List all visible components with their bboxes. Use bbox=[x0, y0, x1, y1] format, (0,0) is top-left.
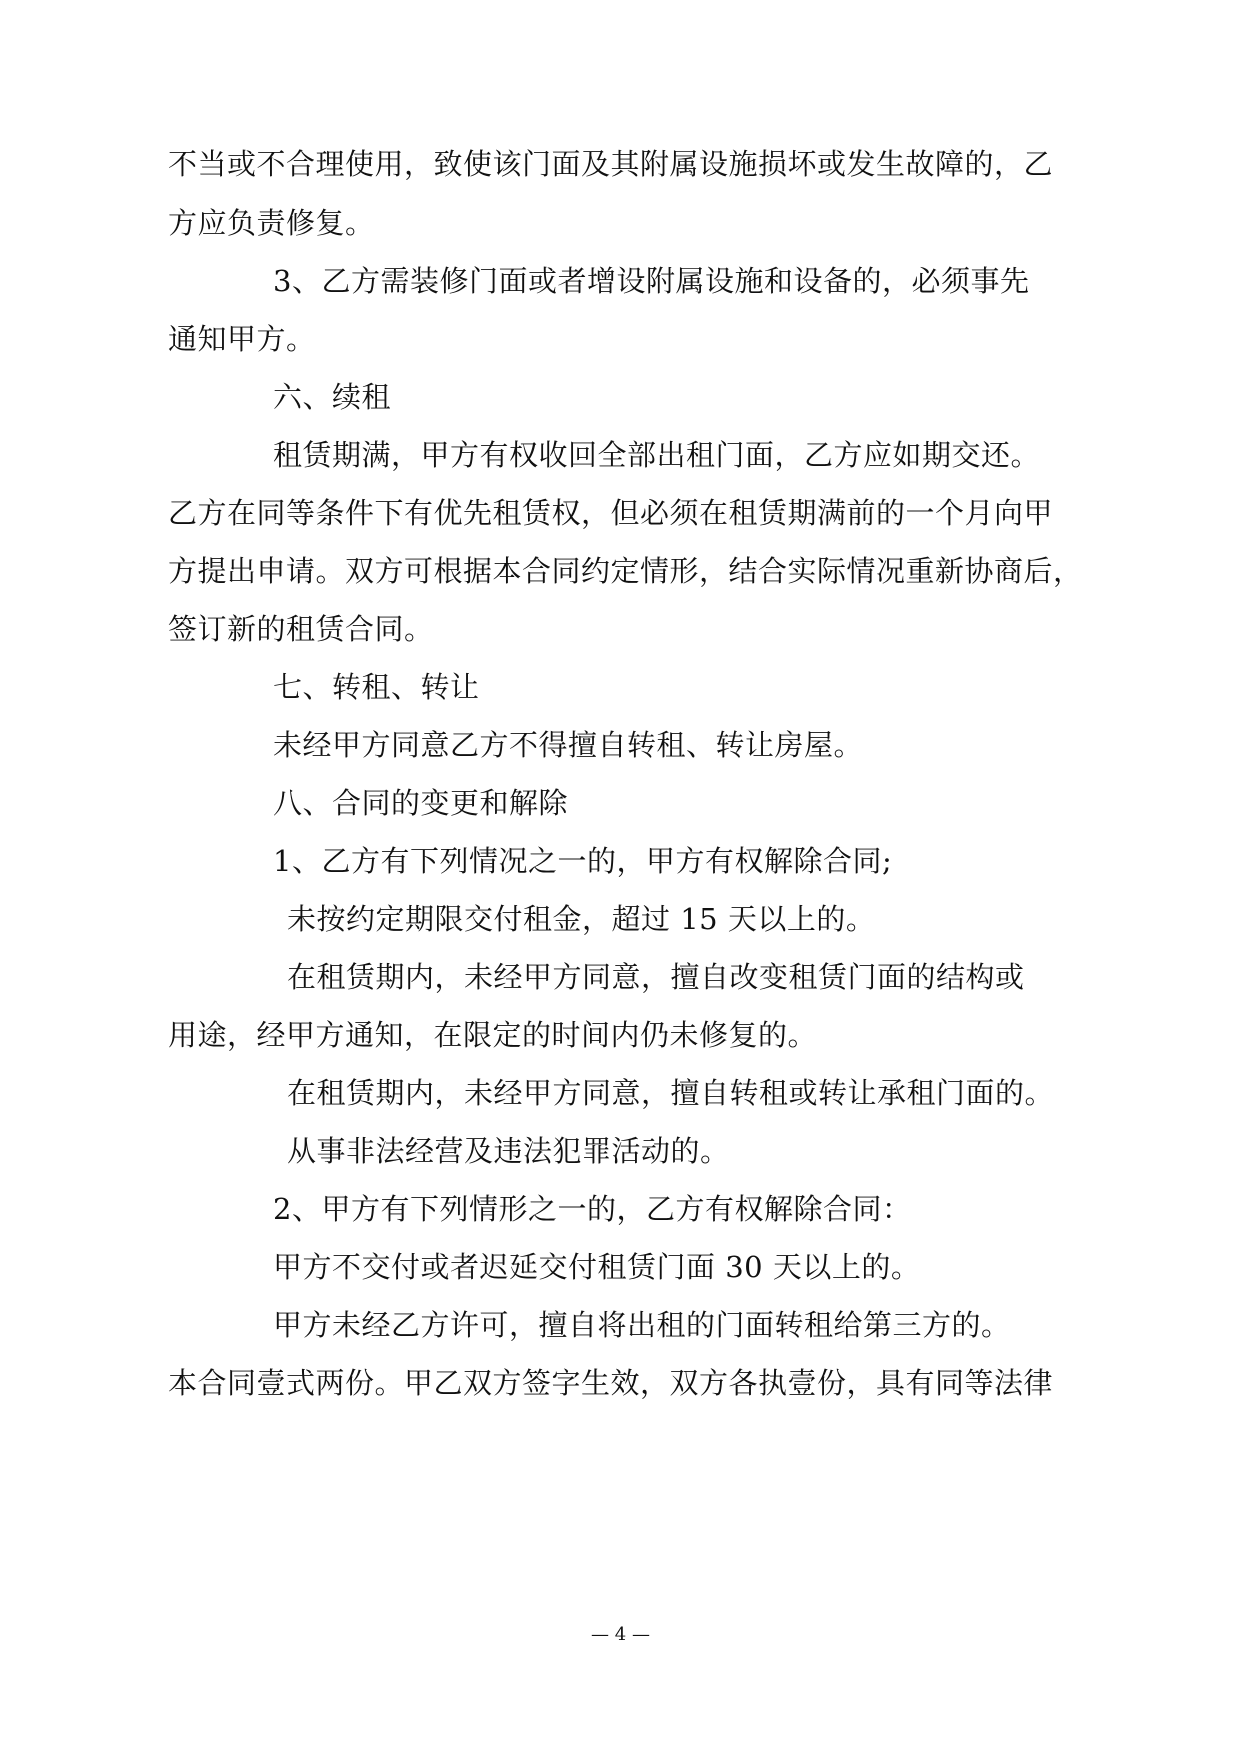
text-line: 2、甲方有下列情形之一的，乙方有权解除合同： bbox=[273, 1192, 912, 1226]
section-heading: 八、合同的变更和解除 bbox=[273, 786, 569, 820]
text-line: 甲方未经乙方许可，擅自将出租的门面转租给第三方的。 bbox=[273, 1308, 1011, 1342]
text-line: 3、乙方需装修门面或者增设附属设施和设备的，必须事先 bbox=[273, 264, 1030, 298]
text-line: 在租赁期内，未经甲方同意，擅自改变租赁门面的结构或 bbox=[287, 960, 1025, 994]
text-line: 乙方在同等条件下有优先租赁权，但必须在租赁期满前的一个月向甲 bbox=[168, 496, 1054, 530]
text-line: 在租赁期内，未经甲方同意，擅自转租或转让承租门面的。 bbox=[287, 1076, 1055, 1110]
text-line: 签订新的租赁合同。 bbox=[168, 612, 434, 646]
text-line: 用途，经甲方通知，在限定的时间内仍未修复的。 bbox=[168, 1018, 818, 1052]
page-number: — 4 — bbox=[591, 1624, 650, 1645]
text-line: 租赁期满，甲方有权收回全部出租门面，乙方应如期交还。 bbox=[273, 438, 1041, 472]
text-line: 本合同壹式两份。甲乙双方签字生效，双方各执壹份，具有同等法律 bbox=[168, 1366, 1054, 1400]
text-line: 通知甲方。 bbox=[168, 322, 316, 356]
text-line: 甲方不交付或者迟延交付租赁门面 30 天以上的。 bbox=[273, 1250, 921, 1284]
text-line: 方提出申请。双方可根据本合同约定情形，结合实际情况重新协商后， bbox=[168, 554, 1083, 588]
text-line: 方应负责修复。 bbox=[168, 206, 375, 240]
section-heading: 六、续租 bbox=[273, 380, 392, 414]
text-line: 未经甲方同意乙方不得擅自转租、转让房屋。 bbox=[273, 728, 864, 762]
section-heading: 七、转租、转让 bbox=[273, 670, 480, 704]
text-line: 从事非法经营及违法犯罪活动的。 bbox=[287, 1134, 730, 1168]
text-line: 1、乙方有下列情况之一的，甲方有权解除合同; bbox=[273, 844, 893, 878]
text-line: 未按约定期限交付租金，超过 15 天以上的。 bbox=[287, 902, 876, 936]
text-line: 不当或不合理使用，致使该门面及其附属设施损坏或发生故障的，乙 bbox=[168, 147, 1054, 181]
